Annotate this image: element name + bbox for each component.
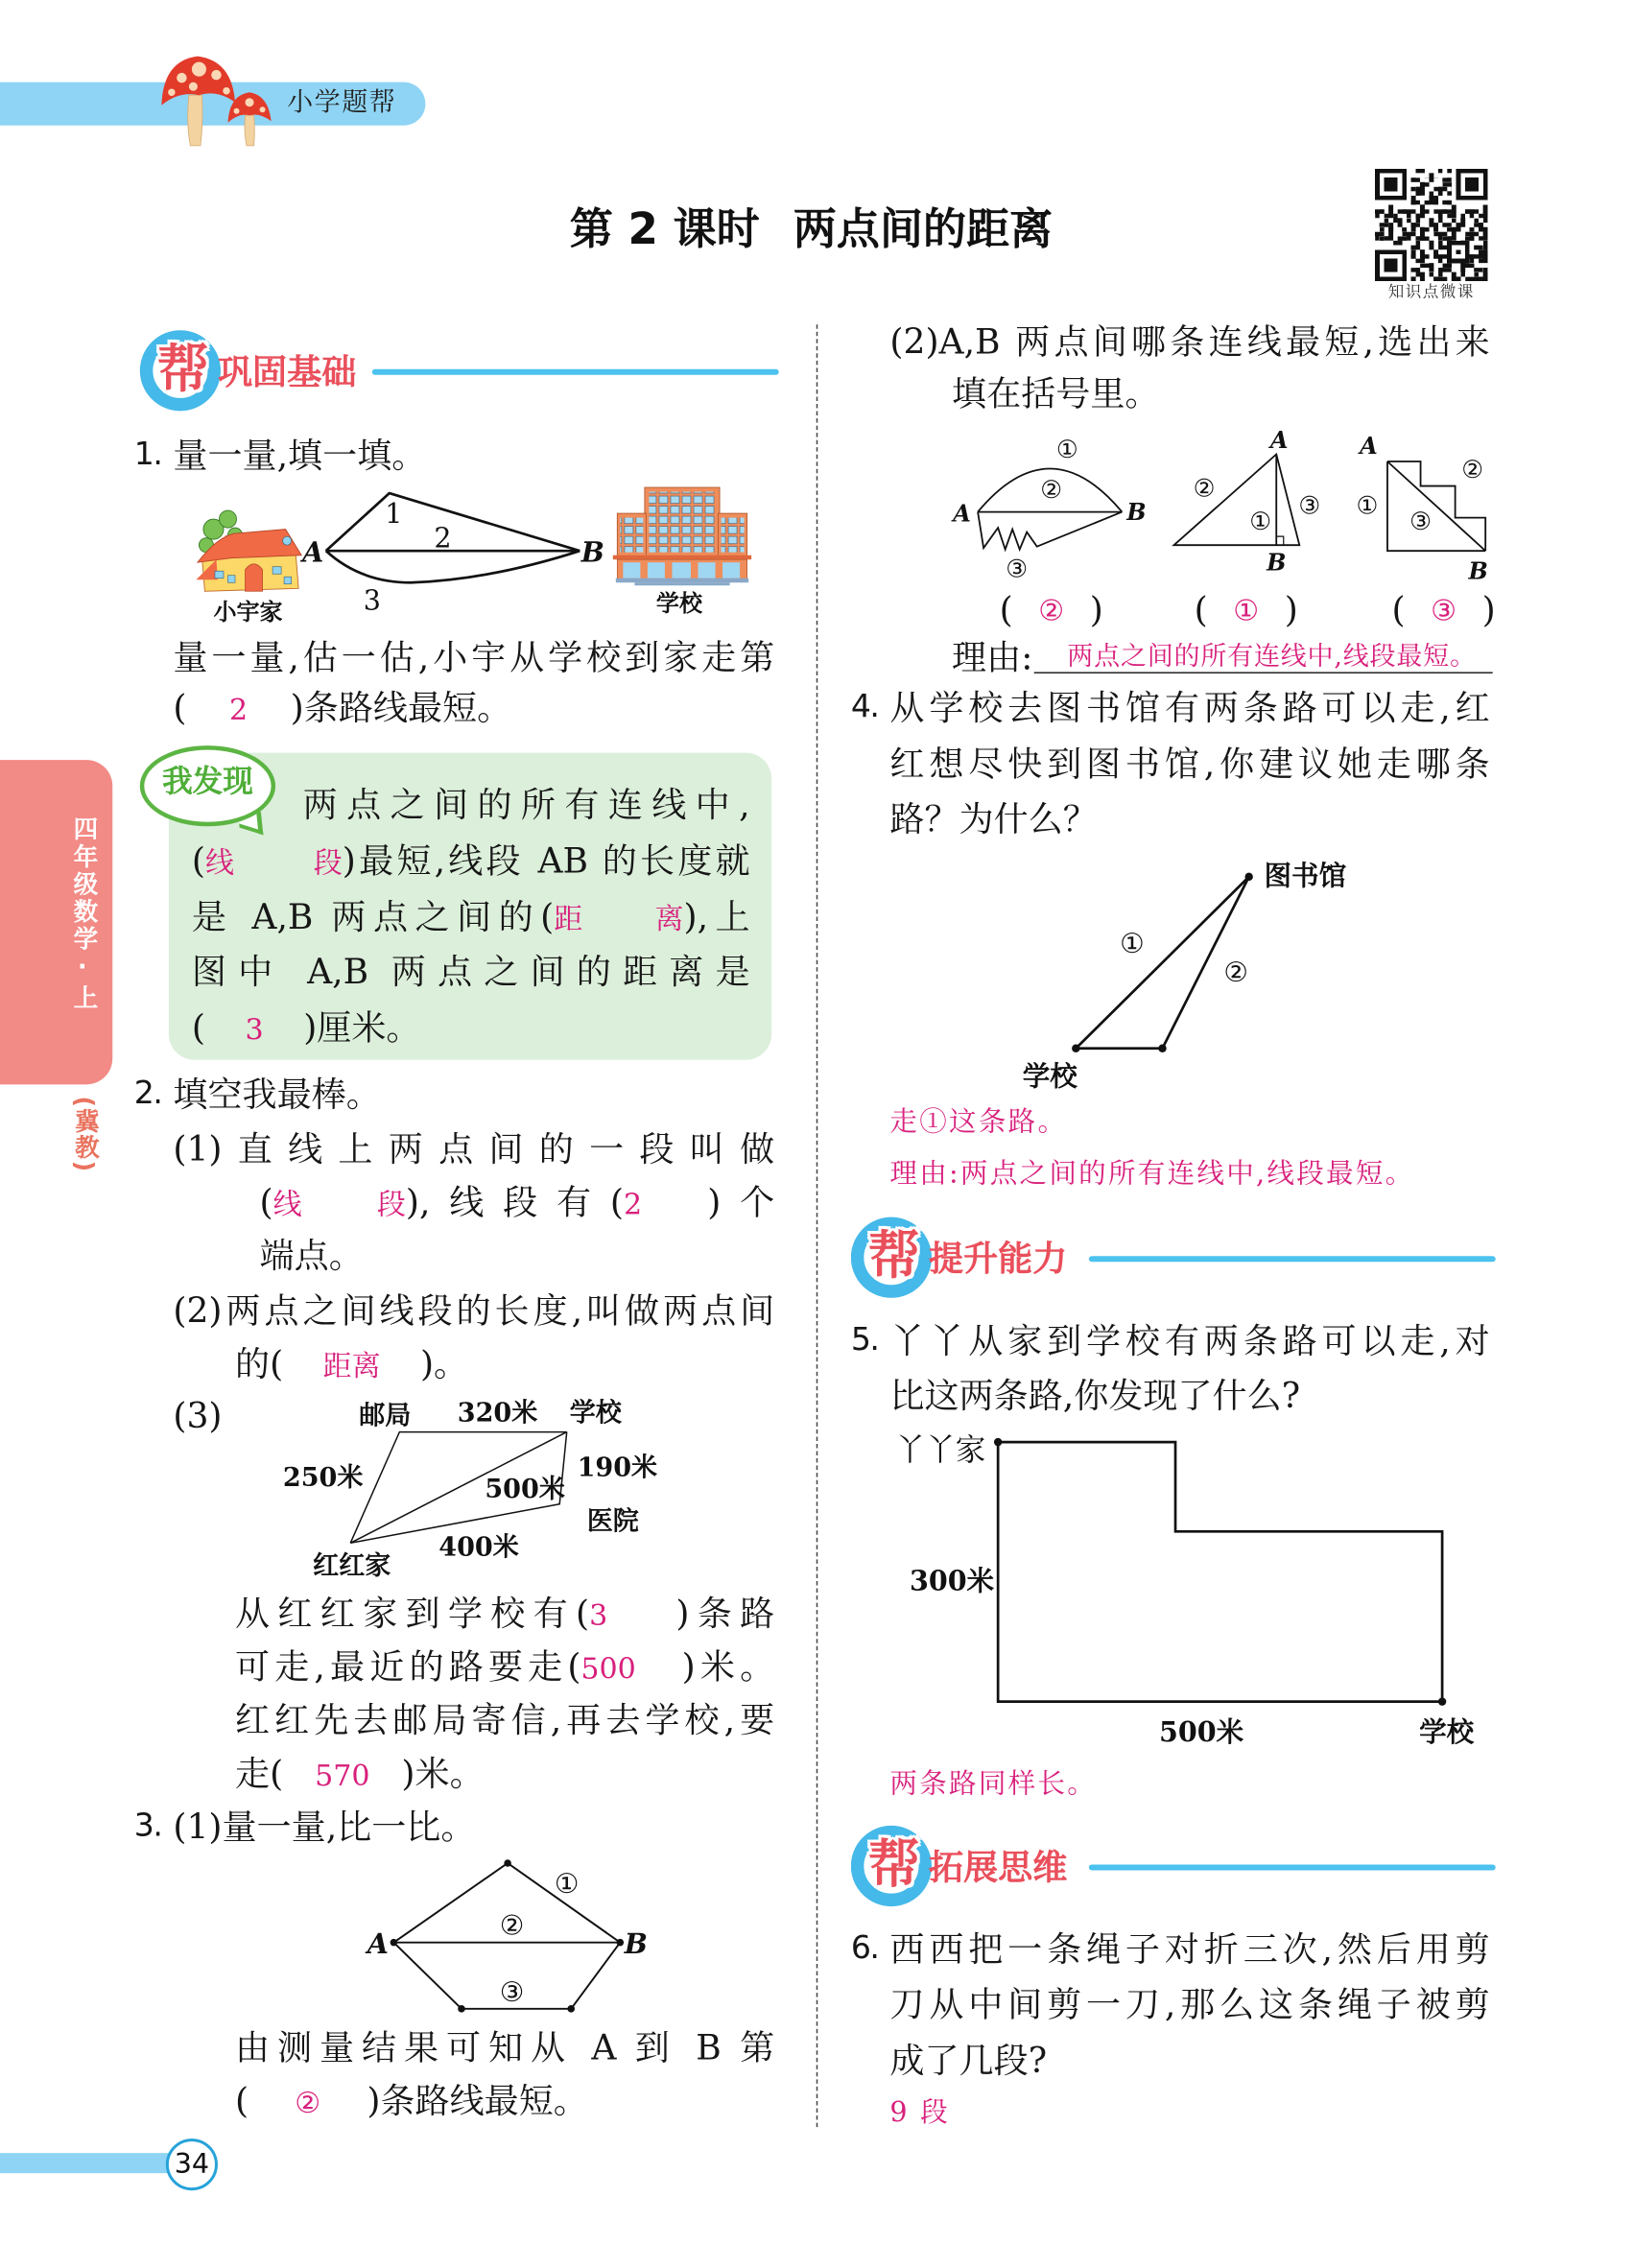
mushroom-logo-icon (155, 52, 285, 153)
figure-a (951, 436, 1146, 584)
section-heading-extend (851, 1826, 1496, 1906)
route-2-label: ② (1040, 476, 1063, 506)
question-2-route-map (274, 1391, 658, 1586)
question-6-number: 6. (850, 1930, 879, 1968)
question-2-part-1-line-3: 端点。 (259, 1236, 364, 1277)
qr-caption: 知识点微课 (1387, 282, 1475, 302)
figure-b-answer (1195, 588, 1298, 631)
question-1-prompt: 量一量,估一估,小宇从学校到家走第 (173, 637, 775, 678)
blank-close: ) (1481, 589, 1496, 630)
line-text: )米。 (401, 1753, 485, 1794)
distance-home-post: 250米 (282, 1463, 364, 1494)
question-1-blank-line (173, 686, 511, 731)
section-heading-improve (851, 1217, 1496, 1298)
question-4-figure (1009, 843, 1356, 1103)
route-1-line (326, 493, 580, 551)
section-badge: 帮 (867, 1835, 921, 1896)
line-text: 从红红家到学校有( (235, 1593, 590, 1635)
answer-text: 3 (245, 1012, 264, 1048)
question-2-number: 2. (133, 1075, 162, 1112)
page-number: 34 (166, 2138, 218, 2190)
question-1-title: 量一量,填一填。 (173, 435, 427, 477)
answer-text: ② (295, 2085, 321, 2120)
section-badge: 帮 (867, 1227, 921, 1287)
school-building-icon (613, 487, 751, 585)
section-title: 拓展思维 (928, 1847, 1068, 1888)
point-a-label: A (953, 499, 971, 528)
post-office-label: 邮局 (359, 1401, 412, 1431)
blank-open: ( (1391, 589, 1406, 630)
question-4-answer-1: 走①这条路。 (889, 1105, 1068, 1138)
blank-close: ) (1284, 589, 1298, 630)
school-label: 学校 (1419, 1715, 1475, 1749)
question-2-part-3-label: (3) (173, 1396, 223, 1437)
section-rule (1089, 1256, 1496, 1262)
question-3-part-1-line-2 (235, 2079, 588, 2124)
route-3-label: ③ (1409, 508, 1433, 537)
route-3-label: ③ (1298, 491, 1321, 521)
question-2-part-3-line-2 (235, 1645, 774, 1689)
section-rule (1089, 1865, 1496, 1871)
blank-open: ( (191, 840, 206, 882)
question-5-line-2: 比这两条路,你发现了什么? (889, 1375, 1301, 1417)
blank-open: ( (235, 2080, 249, 2122)
blank-open: ( (1194, 589, 1208, 630)
question-3-part-2-line-1: (2)A,B 两点间哪条连线最短,选出来 (889, 321, 1490, 363)
question-4-line-3: 路？为什么？ (889, 798, 1098, 839)
line-text: )厘米。 (303, 1007, 421, 1049)
line-text: ),线段有( (405, 1182, 625, 1223)
school-label: 学校 (1022, 1059, 1077, 1093)
question-3-part-2-line-2: 填在括号里。 (952, 373, 1160, 414)
point-a-label: A (302, 535, 324, 569)
figure-a-answer (1000, 588, 1103, 631)
point-b-label: B (1468, 556, 1488, 585)
question-3-part-1-line-1: 由测量结果可知从 A 到 B 第 (235, 2027, 775, 2068)
question-3-part-2-figures (937, 418, 1514, 591)
home-label: 丫丫家 (894, 1433, 986, 1469)
route-2-label: ② (1461, 456, 1484, 485)
question-2-part-1: (1)直线上两点间的一段叫做 (173, 1128, 775, 1170)
width-label: 500米 (1159, 1715, 1244, 1749)
blank-open: ( (173, 687, 187, 729)
point-a-label: A (367, 1927, 389, 1961)
question-2-part-1-line-2 (260, 1181, 775, 1224)
hospital-label: 医院 (586, 1506, 639, 1537)
line-text: 是 A,B 两点之间的( (191, 896, 555, 938)
route-3-line (326, 551, 580, 582)
point-b-label: B (624, 1927, 648, 1961)
distance-home-hospital: 400米 (438, 1532, 519, 1563)
reason-label: 理由: (952, 637, 1033, 678)
question-3-part-1-title: (1)量一量,比一比。 (173, 1807, 476, 1848)
answer-text: 2 (624, 1187, 643, 1222)
route-1-label: ① (1249, 508, 1272, 537)
column-divider (817, 324, 818, 2127)
discover-line-3 (192, 895, 750, 938)
route-1-label: ① (1055, 435, 1078, 464)
page-number-bar (0, 2153, 170, 2173)
height-label: 300米 (909, 1564, 995, 1597)
school-label: 学校 (655, 588, 702, 617)
question-4-line-2: 红想尽快到图书馆,你建议她走哪条 (889, 744, 1490, 785)
route-3-label: ③ (1006, 555, 1029, 584)
blank-open: ( (191, 1007, 206, 1049)
distance-post-school: 320米 (457, 1398, 538, 1429)
question-6-line-2: 刀从中间剪一刀,那么这条绳子被剪 (889, 1984, 1490, 2025)
point-b-label: B (580, 535, 604, 569)
answer-text: 距离 (554, 901, 684, 936)
line-text: ),上 (683, 896, 750, 938)
section-title: 巩固基础 (217, 351, 357, 392)
lesson-number: 第 2 课时 (569, 204, 760, 256)
answer-text: 线段 (272, 1187, 406, 1222)
discover-line-2 (192, 839, 750, 883)
answer-text: 线段 (205, 844, 343, 880)
figure-c-answer (1391, 588, 1495, 631)
route-1-label: 1 (385, 497, 403, 531)
route-1-label: ① (1120, 927, 1145, 960)
point-b-label: B (1267, 548, 1287, 577)
question-2-part-2: (2)两点之间线段的长度,叫做两点间 (173, 1290, 775, 1332)
line-text: )个 (707, 1182, 775, 1223)
figure-b (1174, 426, 1321, 577)
question-6-line-1: 西西把一条绳子对折三次,然后用剪 (889, 1929, 1490, 1971)
line-text: )条路 (675, 1593, 775, 1635)
answer-text: 2 (228, 692, 249, 727)
discover-line-4: 图中 A,B 两点之间的距离是 (191, 952, 750, 993)
question-4-line-1: 从学校去图书馆有两条路可以走,红 (889, 687, 1490, 729)
question-5-figure (894, 1421, 1500, 1753)
answer-text: ① (1233, 592, 1260, 627)
question-2-part-3-line-1 (235, 1592, 774, 1635)
section-rule (372, 369, 779, 375)
distance-home-school: 500米 (485, 1475, 565, 1505)
question-2-part-2-line-2 (235, 1342, 468, 1387)
question-5-answer: 两条路同样长。 (889, 1767, 1098, 1800)
line-text: )最短,线段 AB 的长度就 (342, 840, 750, 882)
question-6-line-3: 成了几段? (889, 2040, 1048, 2081)
house-icon (196, 510, 301, 591)
line-text: 走( (235, 1753, 284, 1794)
route-3-label: ③ (499, 1974, 525, 2008)
question-6-answer: 9 段 (889, 2096, 951, 2129)
answer-text: 570 (315, 1758, 370, 1793)
blank-close: ) (1089, 589, 1103, 630)
question-3-pentagon-figure (361, 1846, 650, 2026)
route-2-label: ② (1223, 956, 1248, 989)
question-1-number: 1. (133, 437, 162, 474)
discover-line-1: 两点之间的所有连线中, (302, 784, 750, 825)
line-text: )条路线最短。 (367, 2080, 588, 2122)
home-label: 红红家 (313, 1550, 391, 1581)
answer-text: ③ (1431, 592, 1457, 627)
question-1-figure (184, 476, 761, 626)
section-badge: 帮 (156, 340, 209, 400)
reason-answer: 两点之间的所有连线中,线段最短。 (1067, 641, 1477, 673)
side-tab-edition: (冀教) (69, 1096, 99, 1173)
question-5-line-1: 丫丫从家到学校有两条路可以走,对 (889, 1320, 1490, 1361)
question-2-part-3-line-3: 红红先去邮局寄信,再去学校,要 (235, 1700, 775, 1741)
answer-text: 3 (589, 1597, 608, 1633)
library-label: 图书馆 (1264, 859, 1347, 892)
distance-hospital-school: 190米 (577, 1453, 658, 1483)
line-text: 的( (235, 1343, 284, 1384)
section-title: 提升能力 (928, 1239, 1068, 1280)
blank-open: ( (259, 1182, 273, 1223)
question-5-number: 5. (850, 1322, 879, 1358)
question-4-answer-2: 理由:两点之间的所有连线中,线段最短。 (889, 1157, 1415, 1191)
answer-text: ② (1038, 592, 1065, 627)
answer-text: 500 (580, 1651, 636, 1687)
route-2-label: ② (499, 1908, 525, 1942)
side-tab-grade: 四年级数学·上 (67, 815, 97, 1013)
point-a-label: A (1269, 425, 1289, 454)
blank-close: )条路线最短。 (290, 687, 512, 729)
discover-line-5 (192, 1006, 421, 1051)
point-a-label: A (1360, 431, 1378, 460)
discover-badge: 我发现 (162, 764, 253, 799)
answer-text: 距离 (322, 1348, 381, 1383)
line-text: 可走,最近的路要走( (235, 1646, 581, 1688)
figure-c (1356, 432, 1487, 585)
school-label: 学校 (569, 1398, 622, 1429)
route-2-label: 2 (434, 521, 452, 555)
brand-name: 小学题帮 (287, 87, 397, 119)
qr-code-icon (1374, 169, 1488, 281)
page-title: 两点间的距离 (793, 204, 1054, 256)
question-2-part-3-line-4 (235, 1752, 485, 1797)
question-2-title: 填空我最棒。 (173, 1074, 381, 1115)
route-1-label: ① (554, 1867, 580, 1901)
question-3-number: 3. (133, 1807, 162, 1845)
route-stepped-line (998, 1442, 1442, 1702)
line-text: )。 (419, 1343, 469, 1384)
question-4-number: 4. (850, 689, 879, 726)
route-corner-line (998, 1442, 1442, 1702)
route-1-label: ① (1356, 491, 1379, 521)
section-heading-basics (140, 330, 779, 411)
line-text: )米。 (681, 1646, 775, 1688)
blank-open: ( (999, 589, 1013, 630)
home-label: 小宇家 (213, 597, 283, 626)
route-2-label: ② (1193, 474, 1216, 504)
route-3-label: 3 (363, 583, 381, 617)
point-b-label: B (1126, 498, 1147, 527)
